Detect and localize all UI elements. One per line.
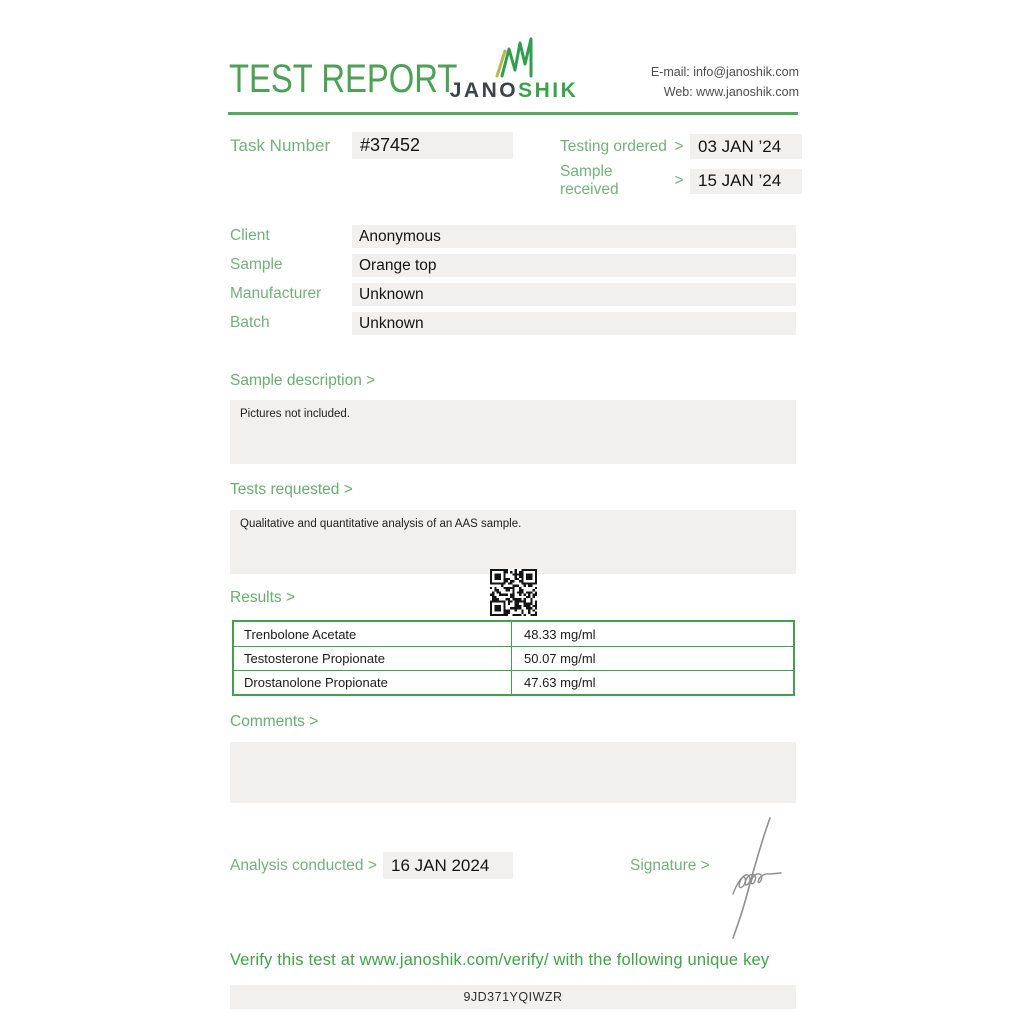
analyte-name: Testosterone Propionate xyxy=(234,647,512,670)
sample-row xyxy=(230,254,796,277)
analysis-conducted-label: Analysis conducted > xyxy=(230,857,377,874)
comments-heading: Comments > xyxy=(230,713,319,730)
analysis-date-value: 16 JAN 2024 xyxy=(383,852,513,879)
testing-ordered-row xyxy=(560,134,802,159)
tests-requested-heading: Tests requested > xyxy=(230,481,353,498)
testing-ordered-label: Testing ordered xyxy=(560,137,667,155)
analyte-amount: 48.33 mg/ml xyxy=(524,626,596,642)
batch-label: Batch xyxy=(230,314,270,331)
testing-ordered-arrow: > xyxy=(674,137,684,155)
qr-code xyxy=(490,569,537,616)
sample-description-box: Pictures not included. xyxy=(230,400,796,464)
page-title: TEST REPORT xyxy=(229,57,458,101)
analyte-name: Drostanolone Propionate xyxy=(234,671,512,694)
task-number-label: Task Number xyxy=(230,136,331,155)
sample-value: Orange top xyxy=(352,254,796,277)
testing-ordered-value: 03 JAN ’24 xyxy=(690,134,802,159)
task-number-value: #37452 xyxy=(352,132,513,159)
table-row xyxy=(234,622,793,646)
manufacturer-value: Unknown xyxy=(352,283,796,306)
sample-label: Sample xyxy=(230,256,283,273)
handwritten-signature xyxy=(712,812,790,942)
client-value: Anonymous xyxy=(352,225,796,248)
client-row xyxy=(230,225,796,248)
sample-received-value: 15 JAN ’24 xyxy=(690,169,802,194)
results-heading: Results > xyxy=(230,589,296,606)
logo-wordmark-green: SHIK xyxy=(518,79,579,102)
janoshik-logo xyxy=(449,36,579,103)
signature-label: Signature > xyxy=(630,857,710,874)
results-table xyxy=(232,620,795,696)
contact-web: Web: www.janoshik.com xyxy=(663,85,799,99)
client-label: Client xyxy=(230,227,270,244)
batch-row xyxy=(230,312,796,335)
sample-description-heading: Sample description > xyxy=(230,372,376,389)
batch-value: Unknown xyxy=(352,312,796,335)
contact-info xyxy=(651,62,799,102)
manufacturer-row xyxy=(230,283,796,306)
growth-chart-icon xyxy=(490,36,538,78)
sample-received-row xyxy=(560,163,802,199)
unique-key-value: 9JD371YQIWZR xyxy=(230,985,796,1009)
table-row xyxy=(234,670,793,694)
logo-wordmark xyxy=(449,79,579,103)
comments-box xyxy=(230,742,796,803)
analyte-amount: 47.63 mg/ml xyxy=(524,675,596,690)
manufacturer-label: Manufacturer xyxy=(230,285,322,302)
sample-received-label: Sample received xyxy=(560,163,619,198)
header-divider xyxy=(228,112,798,115)
tests-requested-box: Qualitative and quantitative analysis of an AAS sample. xyxy=(230,510,796,574)
table-row xyxy=(234,646,793,670)
analyte-amount: 50.07 mg/ml xyxy=(524,651,596,666)
contact-email: E-mail: info@janoshik.com xyxy=(650,65,799,79)
logo-wordmark-dark: JANO xyxy=(449,79,519,102)
sample-received-arrow: > xyxy=(674,172,684,189)
verify-instructions: Verify this test at www.janoshik.com/verify/ with the following unique key xyxy=(230,951,770,969)
analyte-name: Trenbolone Acetate xyxy=(234,622,512,646)
